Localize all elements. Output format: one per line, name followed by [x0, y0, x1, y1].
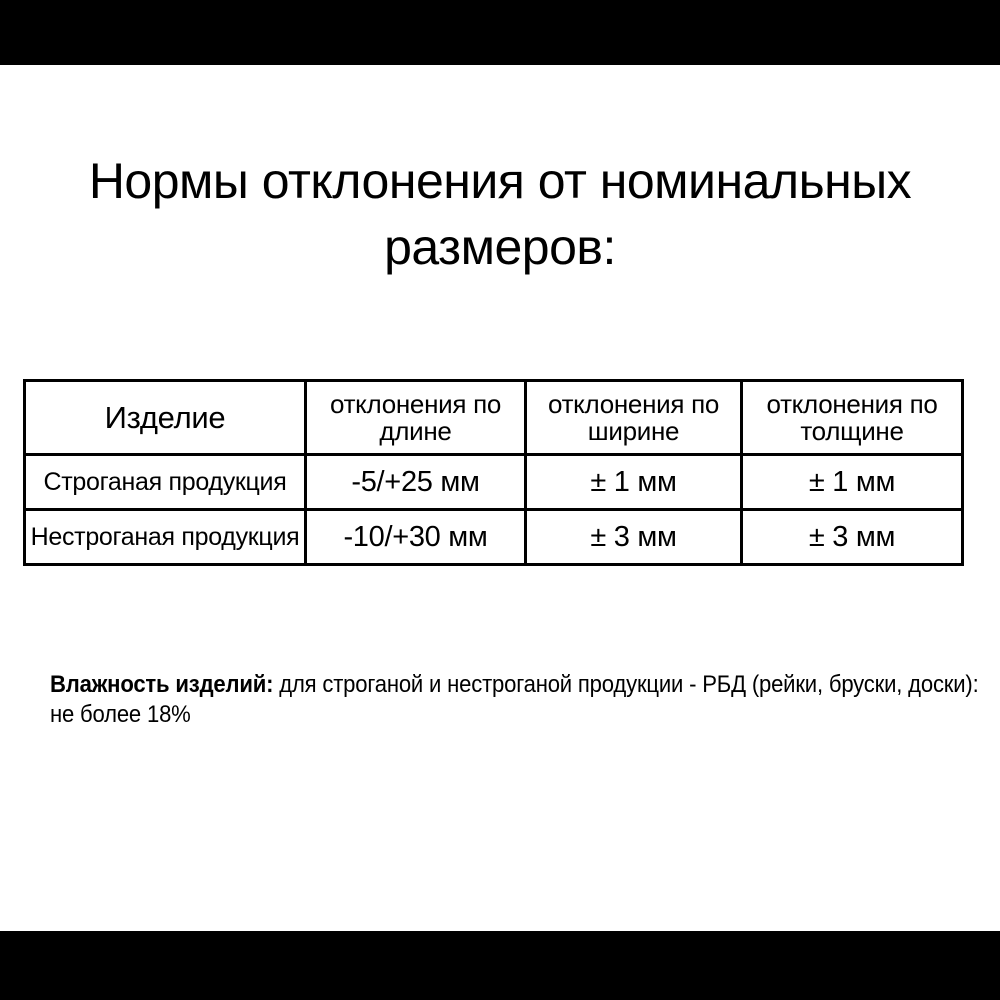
header-length-line2: длине — [379, 415, 452, 446]
cell-planed-thickness: ± 1 мм — [742, 455, 963, 510]
page-title-line1: Нормы отклонения от номинальных — [88, 153, 912, 209]
cell-unplaned-thickness: ± 3 мм — [742, 510, 963, 565]
header-thickness-line1: отклонения по — [766, 388, 938, 419]
cell-planed-product: Строганая продукция — [25, 455, 306, 510]
header-cell-thickness — [742, 381, 963, 455]
header-thickness-line2: толщине — [800, 415, 904, 446]
table-row-unplaned — [25, 510, 963, 565]
header-width-line1: отклонения по — [547, 388, 720, 419]
tolerance-table — [23, 379, 964, 566]
bottom-letterbox-bar — [0, 931, 1000, 1000]
moisture-note-line1: для строганой и нестроганой продукции - РБД (рейки, бруски, доски): — [279, 671, 979, 698]
moisture-note-line2: не более 18% — [50, 701, 191, 728]
cell-unplaned-width: ± 3 мм — [526, 510, 742, 565]
top-letterbox-bar — [0, 0, 1000, 65]
header-length-line1: отклонения по — [329, 388, 502, 419]
header-cell-width — [526, 381, 742, 455]
table-row-planed — [25, 455, 963, 510]
moisture-note-label: Влажность изделий: — [50, 671, 274, 698]
page-title-line2: размеров: — [384, 219, 616, 275]
cell-unplaned-product: Нестроганая продукция — [25, 510, 306, 565]
cell-planed-width: ± 1 мм — [526, 455, 742, 510]
header-cell-product: Изделие — [25, 381, 306, 455]
cell-planed-length: -5/+25 мм — [306, 455, 526, 510]
header-cell-length — [306, 381, 526, 455]
page-title — [0, 148, 1000, 280]
table-header-row — [25, 381, 963, 455]
header-width-line2: ширине — [587, 415, 680, 446]
moisture-note — [50, 670, 979, 730]
cell-unplaned-length: -10/+30 мм — [306, 510, 526, 565]
